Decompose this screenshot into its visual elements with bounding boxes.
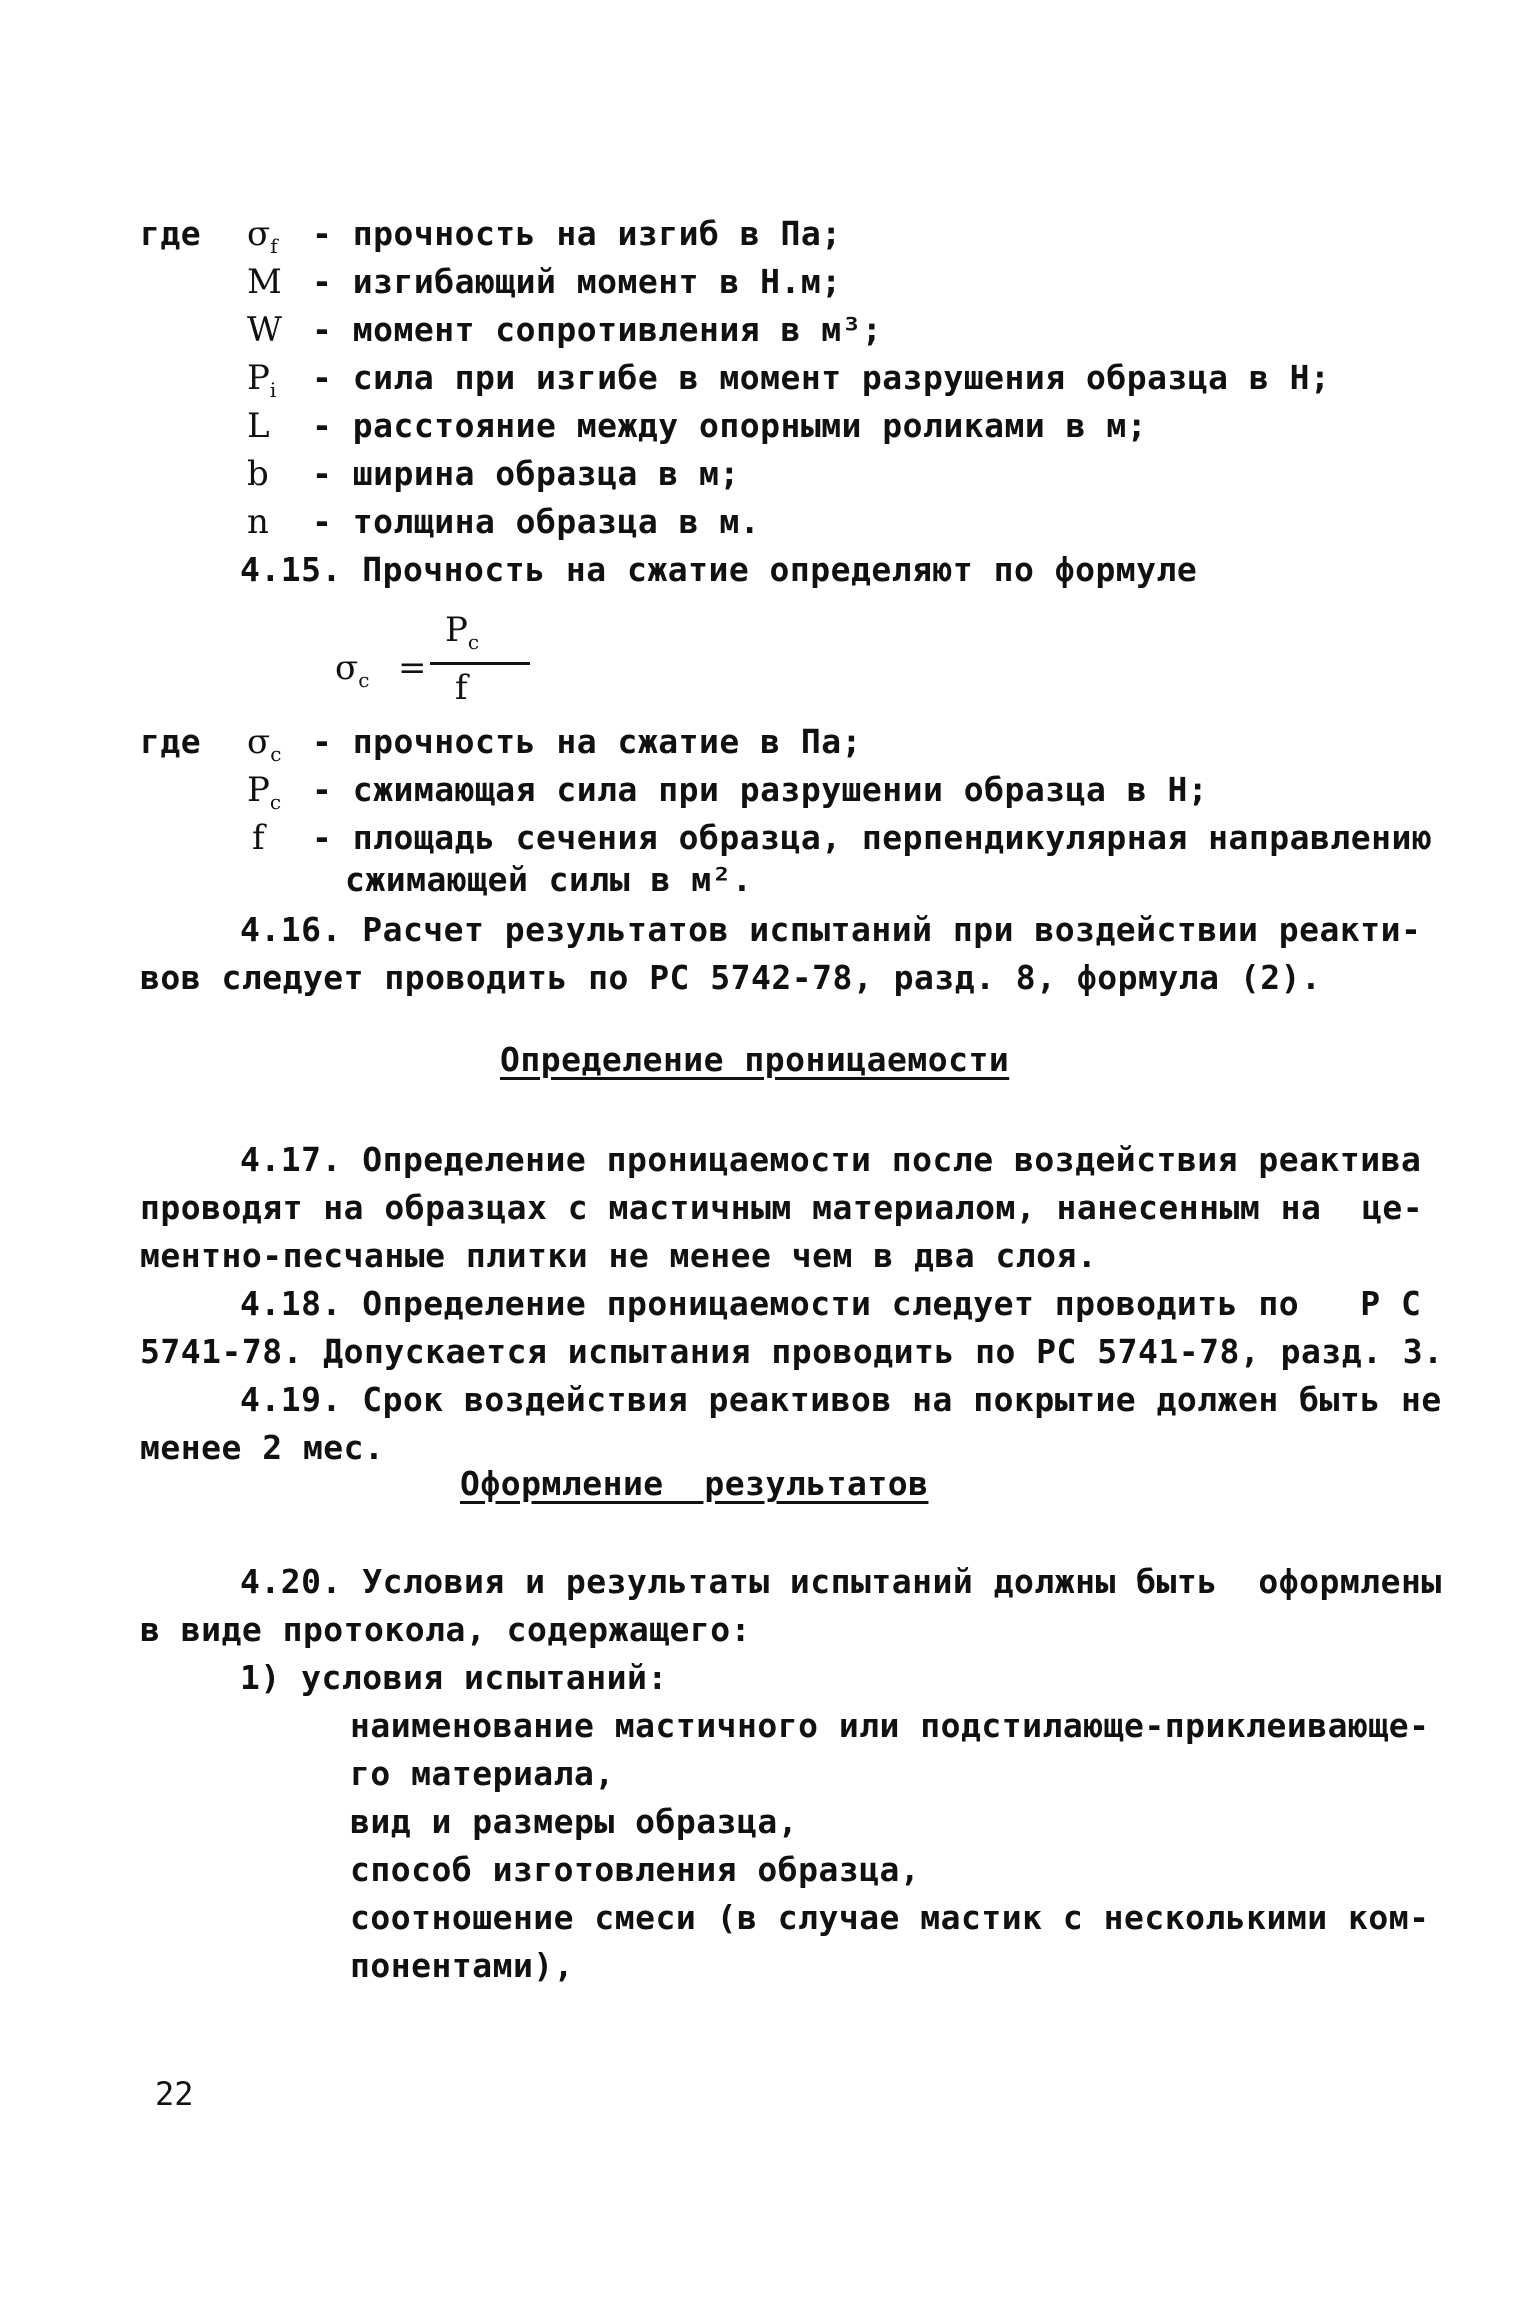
legend-text: - момент сопротивления в м³;: [312, 310, 883, 349]
legend-symbol: W: [247, 310, 282, 350]
sub-list-item: вид и размеры образца,: [350, 1802, 799, 1841]
legend-symbol: $P_i$: [247, 358, 277, 402]
section-heading-results: Оформление результатов: [460, 1464, 929, 1503]
paragraph-4-15: 4.15. Прочность на сжатие определяют по формуле: [240, 550, 1198, 589]
legend-text: - площадь сечения образца, перпендикулярная направлению: [312, 818, 1433, 857]
page-number: 22: [155, 2075, 194, 2113]
sub-list-item: понентами),: [350, 1946, 575, 1985]
paragraph-4-17: 4.17. Определение проницаемости после воздействия реактива: [240, 1140, 1422, 1179]
paragraph-4-16-cont: вов следует проводить по РС 5742-78, разд. 8, формула (2).: [140, 958, 1322, 997]
paragraph-4-17-cont: проводят на образцах с мастичным материалом, нанесенным на це-: [140, 1188, 1424, 1227]
legend-text: - расстояние между опорными роликами в м;: [312, 406, 1148, 445]
where-label: где: [140, 722, 202, 761]
section-heading-permeability: Определение проницаемости: [500, 1040, 1010, 1079]
legend-text: - изгибающий момент в Н.м;: [312, 262, 842, 301]
paragraph-4-20-cont: в виде протокола, содержащего:: [140, 1610, 752, 1649]
legend-symbol: $\sigma_f$: [247, 214, 278, 258]
sub-list-item: соотношение смеси (в случае мастик с несколькими ком-: [350, 1898, 1430, 1937]
legend-text: - прочность на изгиб в Па;: [312, 214, 842, 253]
formula-denominator: f: [455, 668, 468, 708]
legend-text: - сжимающая сила при разрушении образца в Н;: [312, 770, 1209, 809]
sub-list-item: наименование мастичного или подстилающе-приклеивающе-: [350, 1706, 1430, 1745]
sub-list-item: го материала,: [350, 1754, 615, 1793]
where-label: где: [140, 214, 202, 253]
paragraph-4-18-cont: 5741-78. Допускается испытания проводить по РС 5741-78, разд. 3.: [140, 1332, 1444, 1371]
paragraph-4-20: 4.20. Условия и результаты испытаний должны быть оформлены: [240, 1562, 1442, 1601]
legend-symbol: b: [247, 454, 269, 494]
formula-lhs: $\sigma_c$: [335, 648, 370, 692]
sub-list-item: способ изготовления образца,: [350, 1850, 921, 1889]
legend-text: - ширина образца в м;: [312, 454, 740, 493]
legend-symbol: L: [247, 406, 270, 446]
legend-symbol: f: [252, 818, 265, 858]
legend-symbol: M: [247, 262, 282, 302]
paragraph-4-17-cont: ментно-песчаные плитки не менее чем в два слоя.: [140, 1236, 1098, 1275]
legend-symbol: $P_c$: [247, 770, 282, 814]
legend-text: - толщина образца в м.: [312, 502, 761, 541]
paragraph-4-16: 4.16. Расчет результатов испытаний при воздействии реакти-: [240, 910, 1422, 949]
list-item-1: 1) условия испытаний:: [240, 1658, 668, 1697]
legend-symbol: $\sigma_c$: [247, 722, 282, 766]
fraction-bar: [430, 662, 530, 665]
paragraph-4-19: 4.19. Срок воздействия реактивов на покрытие должен быть не: [240, 1380, 1442, 1419]
formula-equals: =: [398, 648, 427, 688]
paragraph-4-18: 4.18. Определение проницаемости следует проводить по Р С: [240, 1284, 1422, 1323]
formula-numerator: $P_c$: [445, 610, 480, 654]
legend-text-continued: сжимающей силы в м².: [345, 860, 753, 899]
legend-text: - сила при изгибе в момент разрушения образца в Н;: [312, 358, 1331, 397]
legend-text: - прочность на сжатие в Па;: [312, 722, 862, 761]
legend-symbol: n: [247, 502, 269, 542]
paragraph-4-19-cont: менее 2 мес.: [140, 1428, 385, 1467]
